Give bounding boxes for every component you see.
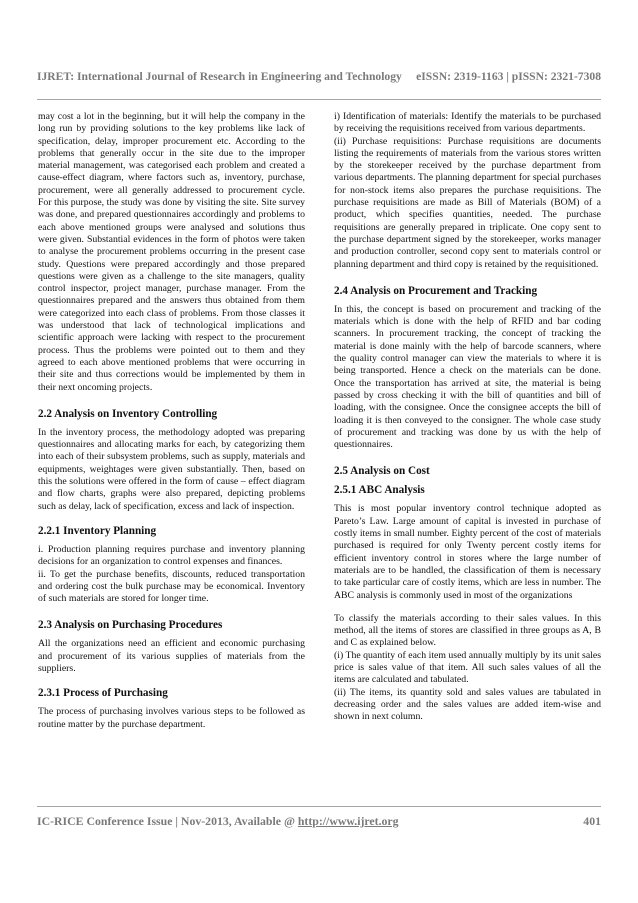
- section-heading-2-4: 2.4 Analysis on Procurement and Tracking: [334, 284, 538, 297]
- right-column: [334, 111, 601, 723]
- subsection-heading-2-3-1: 2.3.1 Process of Purchasing: [38, 687, 168, 700]
- paragraph-2-3-1: The process of purchasing involves various steps to be followed as routine matter by the purchase department.: [38, 706, 305, 730]
- conference-text: IC-RICE Conference Issue | Nov-2013, Available @: [37, 814, 298, 828]
- running-footer: [37, 814, 601, 829]
- paragraph-2-2-1-ii: ii. To get the purchase benefits, discounts, reduced transportation and ordering cost the bulk purchase may be economical. Inventory of such materials are stored for longer time.: [38, 568, 305, 605]
- paragraph-identification: i) Identification of materials: Identify the materials to be purchased by receiving the requisitions received from various departments.: [334, 111, 601, 135]
- paragraph-2-4: In this, the concept is based on procurement and tracking of the materials which is done with the help of RFID and bar coding scanners. In procurement tracking, the concept of tracking the material is done mainly with the help of barcode scanners, where the quality control manager can view the materials to where it is being transported. Hence a check on the materials can be done. Once the transportation has arrived at site, the material is being passed by cross checking it with the bill of quantities and bill of loading, with the consignee. Once the consignee accepts the bill of loading it is then conveyed to the consigner. The whole case study of procurement and tracking was done by us with the help of questionnaires.: [334, 303, 601, 451]
- paragraph-classify-i: (i) The quantity of each item used annually multiply by its unit sales price is sales value of that item. All such sales values of all the items are calculated and tabulated.: [334, 649, 601, 686]
- paragraph-classify: To classify the materials according to their sales values. In this method, all the items of stores are classified in three groups as A, B and C as explained below.: [334, 612, 601, 649]
- paragraph-2-3: All the organizations need an efficient and economic purchasing and procurement of its various supplies of materials from the suppliers.: [38, 638, 305, 674]
- footer-rule: [37, 806, 601, 807]
- subsection-heading-2-5-1: 2.5.1 ABC Analysis: [334, 484, 425, 497]
- section-heading-2-3: 2.3 Analysis on Purchasing Procedures: [38, 619, 223, 632]
- running-header: [37, 70, 601, 83]
- issn-info: eISSN: 2319-1163 | pISSN: 2321-7308: [416, 70, 601, 83]
- section-heading-2-5: 2.5 Analysis on Cost: [334, 465, 430, 478]
- subsection-heading-2-2-1: 2.2.1 Inventory Planning: [38, 524, 157, 537]
- paragraph-2-2-1-i: i. Production planning requires purchase and inventory planning decisions for an organization to control expenses and finances.: [38, 543, 305, 568]
- section-heading-2-2: 2.2 Analysis on Inventory Controlling: [38, 407, 218, 420]
- header-rule: [37, 99, 601, 100]
- left-column: [38, 111, 305, 731]
- page-number: 401: [583, 814, 601, 828]
- paragraph-requisitions: (ii) Purchase requisitions: Purchase requisitions are documents listing the requirements of materials from the various stores written by the storekeeper received by the purchase department from various departments. The planning department for special purchases for non-stock items also prepares the purchase requisitions. The purchase requisitions are made as Bill of Materials (BOM) of a product, which specifies quantities, needed. The purchase requisitions are generally prepared in triplicate. One copy sent to the purchase department signed by the storekeeper, works manager and production controller, second copy sent to materials control or planning department and third copy is retained by the requisitioned.: [334, 135, 601, 270]
- paragraph-classify-ii: (ii) The items, its quantity sold and sales values are tabulated in decreasing order and the sales values are added item-wise and shown in next column.: [334, 686, 601, 723]
- paragraph-2-5-1: This is most popular inventory control technique adopted as Pareto’s Law. Large amount of capital is invested in purchase of costly items in small number. Eighty percent of the cost of materials purchased is required for only Twenty percent costly items for efficient inventory control in stores where the large number of materials are to be handled, the classification of them is necessary to take particular care of costly items, which are less in number. The ABC analysis is commonly used in most of the organizations: [334, 503, 601, 601]
- journal-url-link[interactable]: http://www.ijret.org: [297, 814, 399, 828]
- paragraph-2-2: In the inventory process, the methodology adopted was preparing questionnaires and allocating marks for each, by categorizing them into each of their subsystem problems, such as supply, materials and equipments, weightages were given substantially. Then, based on this the solutions were offered in the form of cause – effect diagram and flow charts, graphs were also prepared, depicting problems such as delay, lack of specification, excess and lack of inspection.: [38, 426, 305, 512]
- journal-title: IJRET: International Journal of Research in Engineering and Technology: [37, 70, 402, 83]
- paragraph-intro: may cost a lot in the beginning, but it will help the company in the long run by providing solutions to the key problems like lack of specification, delay, improper procurement etc. According to the problems that generally occur in the site due to the improper material management, was categorised each problem and created a cause-effect diagram, where factors such as, inventory, purchase, procurement, were all generally addressed to procurement cycle. For this purpose, the study was done by visiting the site. Site survey was done, and prepared questionnaires accordingly and problems to each above mentioned groups were analysed and solutions thus were given. Substantial evidences in the form of photos were taken to analyse the procurement problems occurring in the present case study. Questions were prepared accordingly and those prepared questions were given as a challenge to the site managers, quality control inspector, project manager, purchase manager. From the questionnaires prepared and the answers thus obtained from them were categorized into each class of problems. From those classes it was understood that lack of technological implications and scientific approach were lacking with respect to the procurement process. Thus the problems were pointed out to them and they agreed to each above mentioned problems that were occurring in their site and thus corrections would be implemented by them in their next oncoming projects.: [38, 111, 305, 393]
- conference-info: [37, 814, 399, 829]
